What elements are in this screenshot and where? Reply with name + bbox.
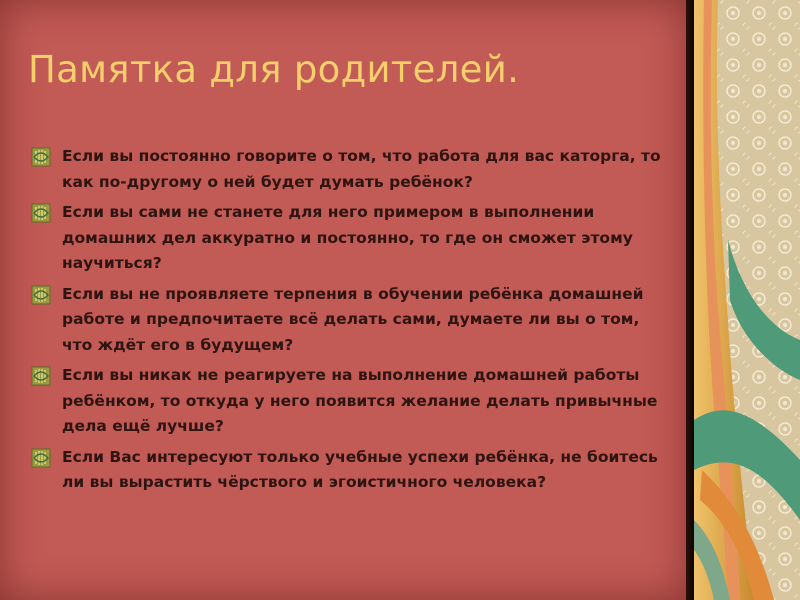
bullet-item — [30, 282, 670, 359]
spiral-bullet-icon — [30, 284, 52, 306]
decorative-border — [694, 0, 800, 600]
bullet-text: Если Вас интересуют только учебные успехи ребёнка, не боитесь ли вы вырастить чёрствого и эгоистичного человека? — [62, 447, 658, 491]
spiral-bullet-icon — [30, 202, 52, 224]
bullet-text: Если вы сами не станете для него примером в выполнении домашних дел аккуратно и постоянно, то где он сможет этому научиться? — [62, 203, 633, 272]
bullet-text: Если вы никак не реагируете на выполнение домашней работы ребёнком, то откуда у него появится желание делать привычные дела ещё лучше? — [62, 366, 658, 435]
bullet-item — [30, 363, 670, 440]
bullet-text: Если вы постоянно говорите о том, что работа для вас каторга, то как по-другому о ней будет думать ребёнок? — [62, 147, 661, 191]
bullet-item — [30, 200, 670, 277]
spiral-bullet-icon — [30, 447, 52, 469]
bullet-item — [30, 144, 670, 195]
spiral-bullet-icon — [30, 146, 52, 168]
decorative-pattern — [694, 0, 800, 600]
bullet-list — [30, 144, 670, 501]
frame-edge — [686, 0, 694, 600]
bullet-text: Если вы не проявляете терпения в обучении ребёнка домашней работе и предпочитаете всё делать сами, думаете ли вы о том, что ждёт его в будущем? — [62, 284, 644, 354]
spiral-bullet-icon — [30, 365, 52, 387]
slide-title: Памятка для родителей. — [28, 48, 520, 91]
bullet-item — [30, 445, 670, 496]
